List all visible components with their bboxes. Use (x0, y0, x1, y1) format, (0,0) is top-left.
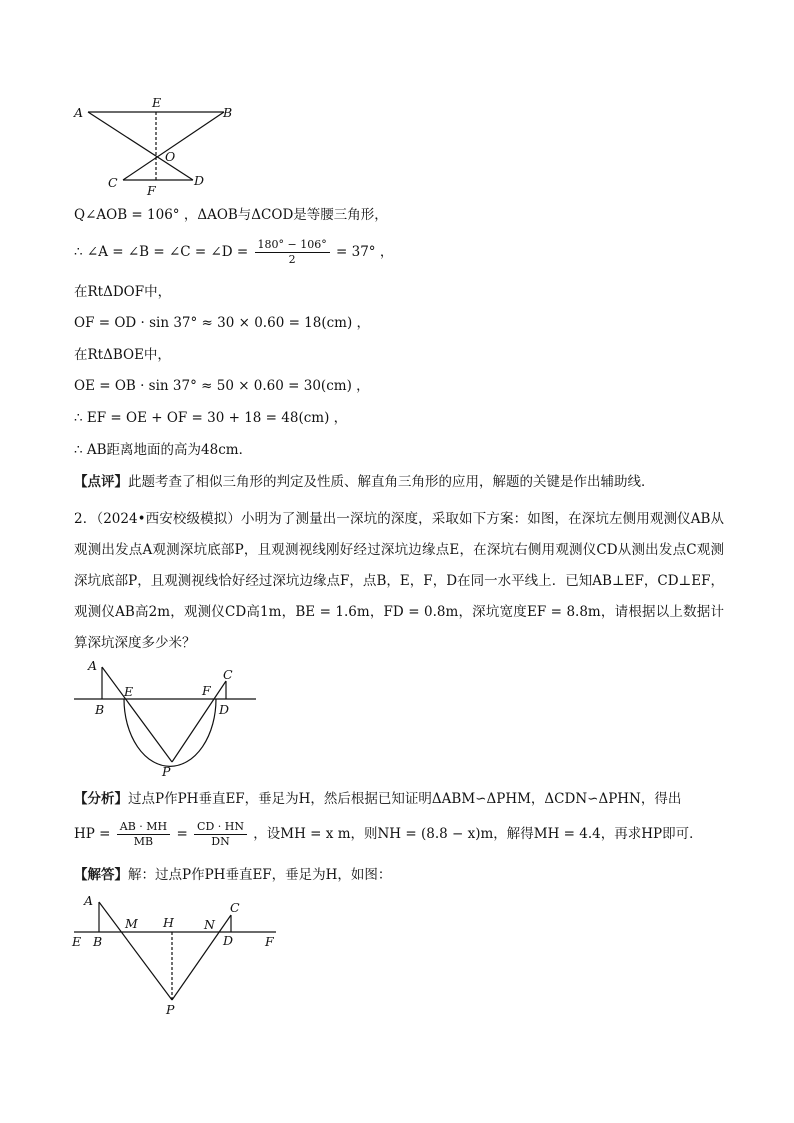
label-A: A (84, 893, 94, 908)
analysis-text-2: ，设MH = x m，则NH = (8.8 − x)m，解得MH = 4.4，再求HP即可． (253, 826, 703, 842)
label-B: B (95, 702, 105, 717)
segment-AP (102, 667, 172, 762)
solution-line (74, 865, 391, 885)
question-2-paragraph: 2．（2024•西安校级模拟）小明为了测量出一深坑的深度，采取如下方案：如图，在深坑左侧用观测仪AB从观测出发点A观测深坑底部P，且观测视线刚好经过深坑边缘点E，在深坑右侧用观测仪CD从测出发点C观测深坑底部P，且观测视线恰好经过深坑边缘点F，点B，E，F，D在同一水平线上．已知AB⊥EF，CD⊥EF，观测仪AB高2m，观测仪CD高1m，BE = 1.6m，FD = 0.8m，深坑宽度EF = 8.8m，请根据以上数据计算深坑深度多少米？ (74, 511, 724, 651)
comment-tag: 【点评】 (74, 474, 128, 490)
fraction-ab-mh (117, 820, 170, 849)
comment-paragraph (74, 472, 724, 492)
fraction-cd-hn-numerator: CD · HN (194, 820, 247, 835)
text-line-2-post: = 37° ， (336, 244, 394, 260)
analysis-line-2 (74, 820, 703, 849)
solution-tag: 【解答】 (74, 867, 128, 883)
analysis-line-1 (74, 789, 724, 809)
label-A: A (88, 658, 98, 673)
text-line-2-pre: ∴ ∠A = ∠B = ∠C = ∠D = (74, 244, 249, 260)
label-E: E (124, 684, 134, 699)
label-F: F (202, 683, 211, 698)
label-A: A (74, 105, 84, 120)
fraction-ab-mh-denominator: MB (133, 835, 154, 848)
label-P: P (162, 764, 171, 779)
text-line-4: OF = OD · sin 37° ≈ 30 × 0.60 = 18(cm) ， (74, 315, 371, 331)
fraction-numerator: 180° − 106° (255, 238, 330, 253)
figure-solution (66, 888, 286, 1018)
analysis-text-1: 过点P作PH垂直EF，垂足为H，然后根据已知证明ΔABM∽ΔPHM，ΔCDN∽ΔPHN，得出 (128, 791, 682, 807)
label-D: D (194, 173, 205, 188)
label-D: D (219, 702, 230, 717)
fraction-denominator: 2 (288, 253, 296, 266)
segment-AD (88, 112, 193, 180)
label-E: E (152, 95, 162, 110)
fraction-angle (255, 238, 330, 267)
segment-BC (123, 112, 224, 180)
pit-arc (124, 699, 216, 766)
text-line-1: Q∠AOB = 106° ，ΔAOB与ΔCOD是等腰三角形， (74, 207, 388, 223)
label-O: O (165, 149, 176, 164)
label-C: C (230, 900, 240, 915)
comment-text: 此题考查了相似三角形的判定及性质、解直角三角形的应用，解题的关键是作出辅助线． (128, 474, 655, 490)
label-H: H (163, 915, 174, 930)
label-F: F (147, 183, 156, 198)
figure-pit (66, 655, 266, 780)
label-D: D (223, 933, 234, 948)
solution-text: 解：过点P作PH垂直EF，垂足为H，如图： (128, 867, 392, 883)
label-M: M (125, 916, 138, 931)
fraction-cd-hn (194, 820, 247, 849)
label-F: F (265, 934, 274, 949)
label-C: C (108, 175, 118, 190)
label-C: C (223, 667, 233, 682)
fraction-ab-mh-numerator: AB · MH (117, 820, 170, 835)
analysis-hp: HP = (74, 826, 111, 842)
analysis-tag: 【分析】 (74, 791, 128, 807)
text-line-5: 在RtΔBOE中， (74, 347, 171, 363)
label-E: E (72, 934, 82, 949)
analysis-equals: = (176, 826, 188, 842)
text-line-8: ∴ AB距离地面的高为48cm． (74, 442, 253, 458)
label-P: P (166, 1002, 175, 1017)
text-line-7: ∴ EF = OE + OF = 30 + 18 = 48(cm) ， (74, 410, 348, 426)
fraction-cd-hn-denominator: DN (211, 835, 230, 848)
text-line-6: OE = OB · sin 37° ≈ 50 × 0.60 = 30(cm) ， (74, 378, 370, 394)
text-line-3: 在RtΔDOF中， (74, 284, 172, 300)
text-line-2 (74, 238, 393, 267)
segment-CP (172, 681, 226, 762)
figure-bowtie (66, 95, 246, 200)
segment-CP (172, 915, 234, 1000)
label-B: B (223, 105, 233, 120)
label-B: B (93, 934, 103, 949)
label-N: N (204, 917, 215, 932)
